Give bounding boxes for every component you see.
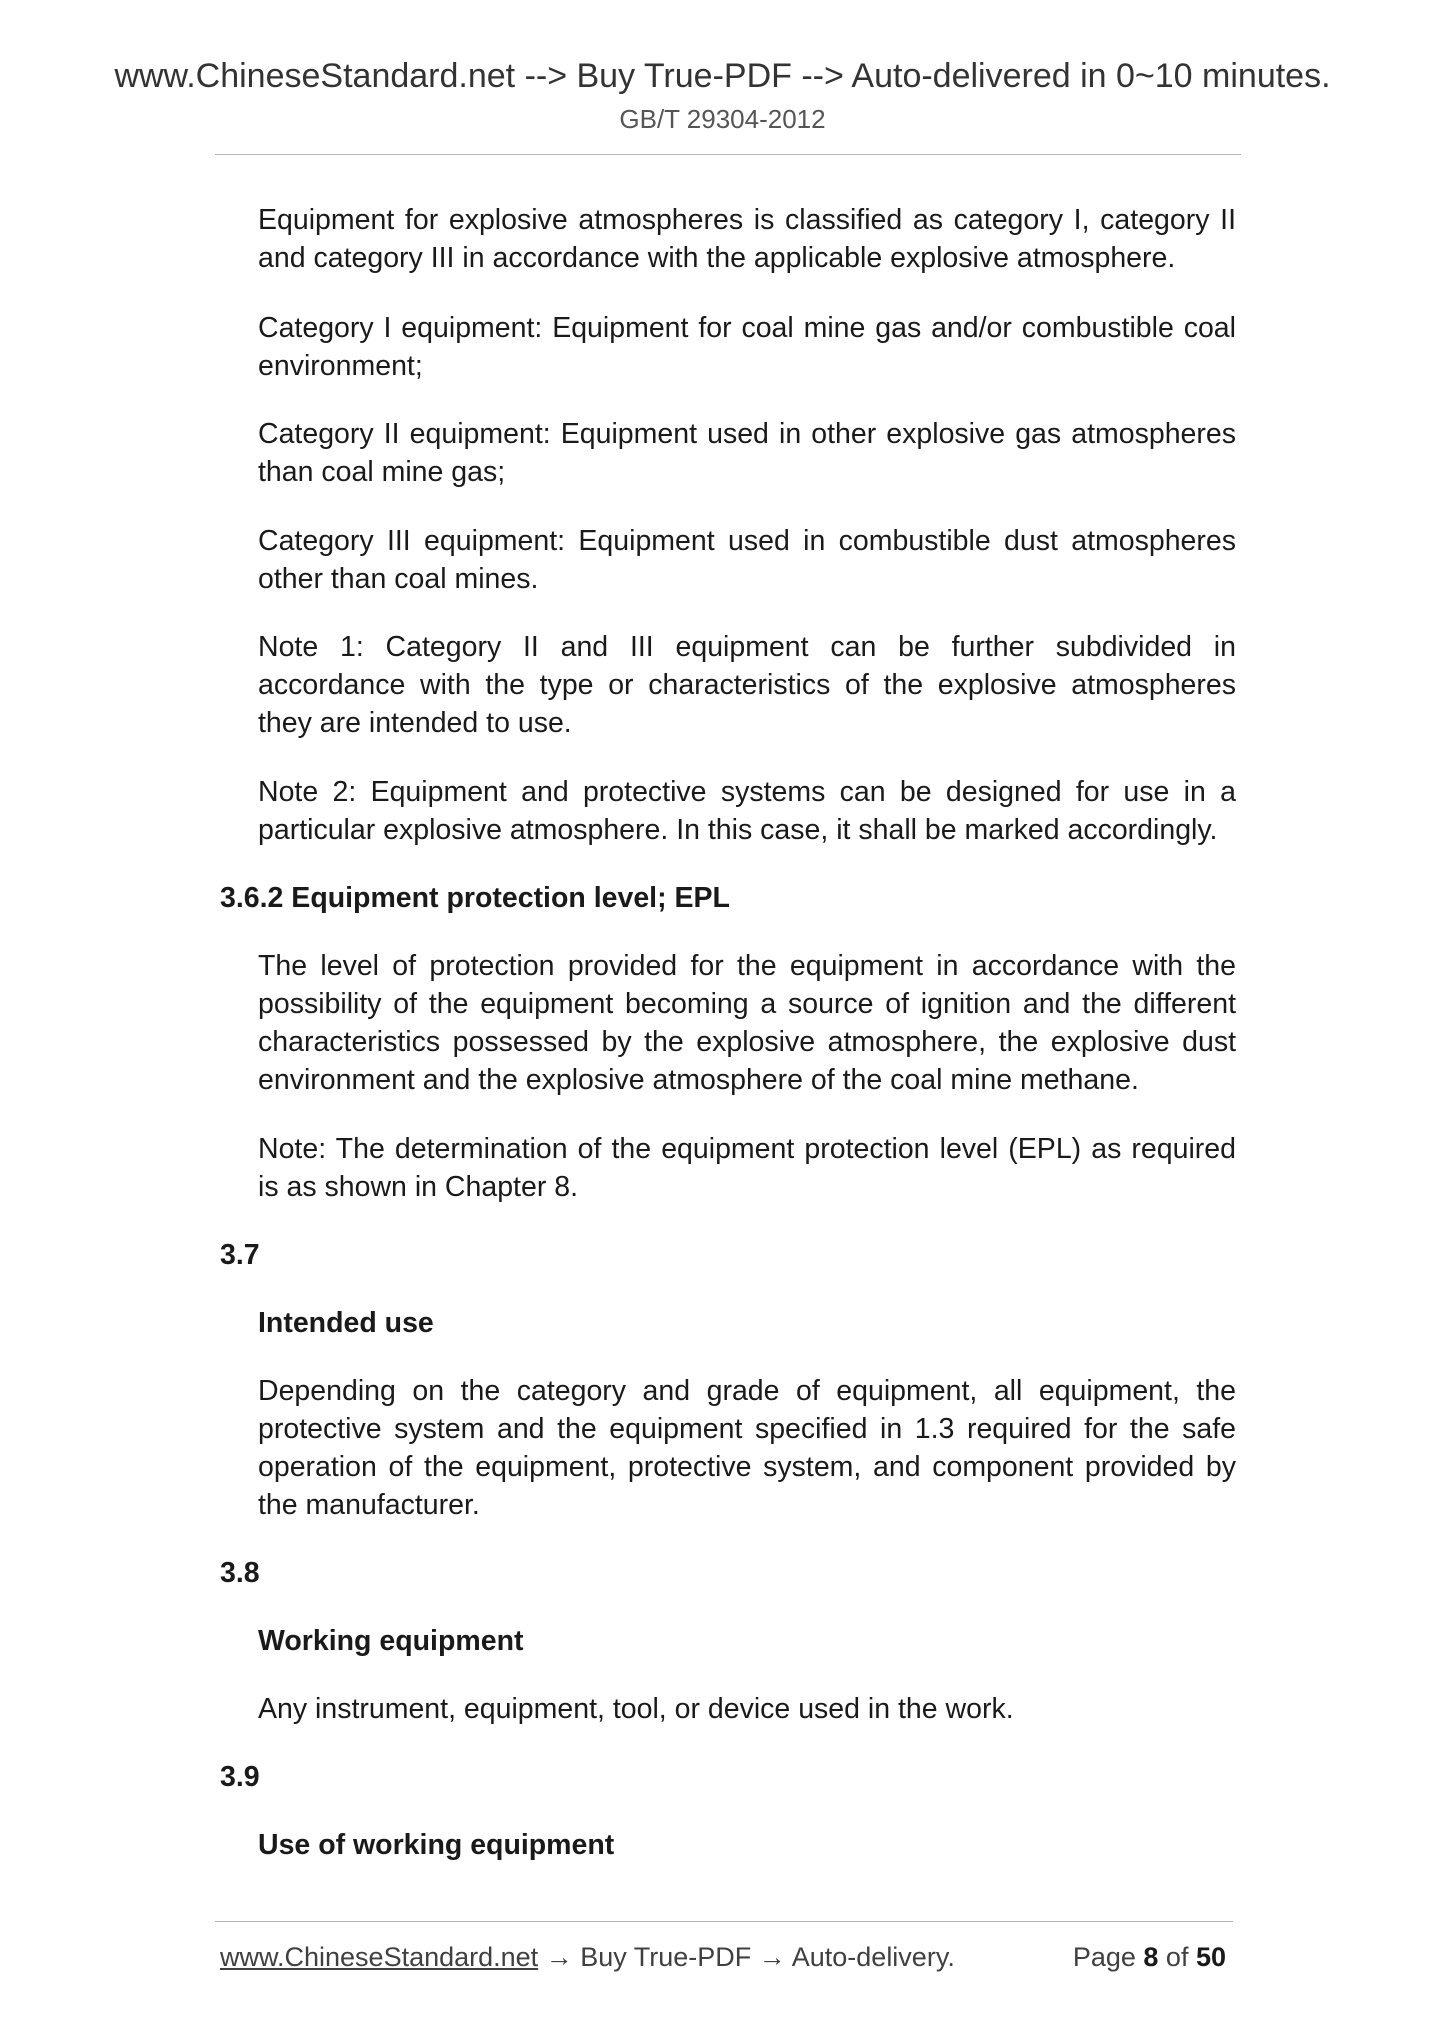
header-divider [215,154,1241,155]
paragraph-working-equipment: Any instrument, equipment, tool, or device used in the work. [258,1693,1014,1725]
paragraph-category-ii: Category II equipment: Equipment used in other explosive gas atmospheres than coal mine gas; [258,418,1236,488]
heading-3-7-number: 3.7 [220,1239,260,1271]
heading-3-8-number: 3.8 [220,1557,260,1589]
paragraph-note-1: Note 1: Category II and III equipment can be further subdivided in accordance with the type or characteristics of the explosive atmospheres they are intended to use. [258,631,1236,739]
paragraph-note-2: Note 2: Equipment and protective systems can be designed for use in a particular explosive atmosphere. In this case, it shall be marked accordingly. [258,776,1236,846]
footer-promo-text: → Buy True-PDF → Auto-delivery. [538,1942,955,1972]
standard-number: GB/T 29304-2012 [619,104,826,134]
paragraph-category-i: Category I equipment: Equipment for coal mine gas and/or combustible coal environment; [258,312,1236,382]
heading-3-9-number: 3.9 [220,1761,260,1793]
footer-site-link[interactable]: www.ChineseStandard.net [220,1942,539,1972]
paragraph-category-iii: Category III equipment: Equipment used in combustible dust atmospheres other than coal mines. [258,525,1236,595]
heading-3-9-title: Use of working equipment [258,1829,615,1861]
paragraph-epl-definition: The level of protection provided for the equipment in accordance with the possibility of the equipment becoming a source of ignition and the different characteristics possessed by the explosive atmosphere, the explosive dust environment and the explosive atmosphere of the coal mine methane. [258,950,1236,1096]
page-number: 8 [1143,1942,1159,1972]
footer-divider [215,1921,1233,1922]
paragraph-classification: Equipment for explosive atmospheres is classified as category I, category II and category III in accordance with the applicable explosive atmosphere. [258,204,1236,274]
page-of-label: of [1158,1942,1196,1972]
page-indicator [1060,1940,1226,1974]
page-total: 50 [1195,1942,1226,1972]
header-banner: www.ChineseStandard.net --> Buy True-PDF --> Auto-delivered in 0~10 minutes. [114,57,1331,95]
heading-3-8-title: Working equipment [258,1625,524,1657]
paragraph-intended-use: Depending on the category and grade of equipment, all equipment, the protective system and the equipment specified in 1.3 required for the safe operation of the equipment, protective system, and component provided by the manufacturer. [258,1375,1236,1521]
footer-promo [220,1940,955,1974]
paragraph-epl-note: Note: The determination of the equipment protection level (EPL) as required is as shown in Chapter 8. [258,1133,1236,1203]
heading-3-7-title: Intended use [258,1307,434,1339]
page-label: Page [1072,1942,1144,1972]
heading-3-6-2: 3.6.2 Equipment protection level; EPL [220,882,730,914]
